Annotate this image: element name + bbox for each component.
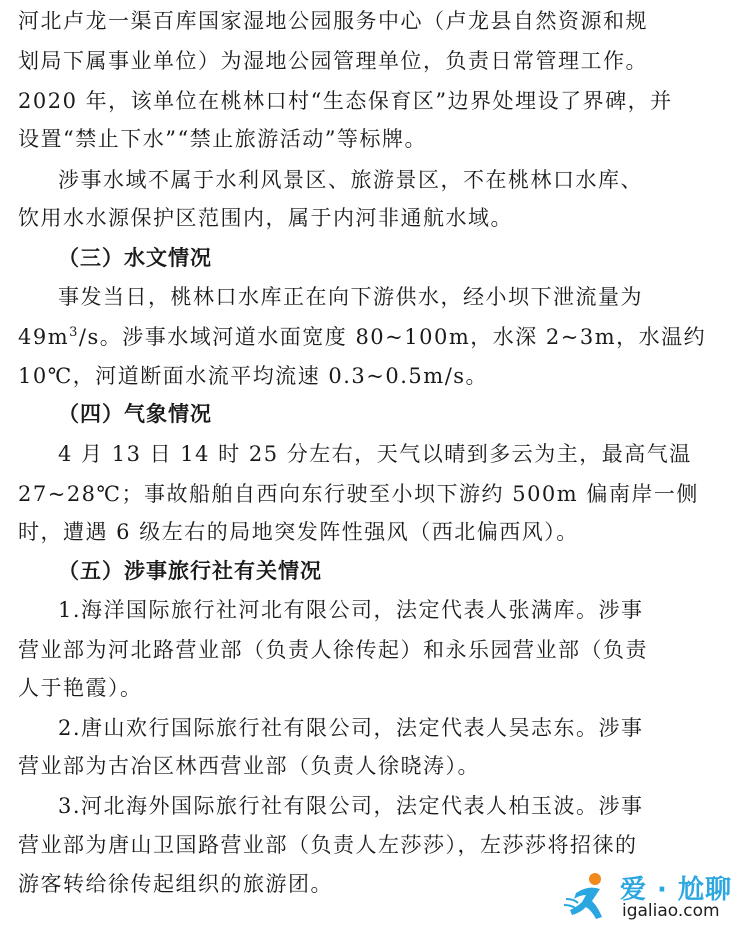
paragraph-1-line-3: 2020 年，该单位在桃林口村“生态保育区”边界处埋设了界碑，并	[18, 89, 673, 113]
paragraph-3-line-1: 事发当日，桃林口水库正在向下游供水，经小坝下泄流量为	[58, 285, 643, 309]
agency-3-line-1: 3.河北海外国际旅行社有限公司，法定代表人柏玉波。涉事	[58, 794, 644, 818]
paragraph-4-line-1: 4 月 13 日 14 时 25 分左右，天气以晴到多云为主，最高气温	[58, 442, 692, 466]
paragraph-1-line-2: 划局下属事业单位）为湿地公园管理单位，负责日常管理工作。	[18, 49, 648, 73]
watermark-title: 爱 · 尬聊	[620, 875, 732, 905]
agency-2-line-1: 2.唐山欢行国际旅行社有限公司，法定代表人吴志东。涉事	[58, 716, 644, 740]
paragraph-1-line-4: 设置“禁止下水”“禁止旅游活动”等标牌。	[18, 127, 427, 151]
section-heading-travel-agencies: （五）涉事旅行社有关情况	[58, 558, 322, 583]
paragraph-3-line-2	[0, 322, 750, 352]
agency-3-line-3: 游客转给徐传起组织的旅游团。	[18, 872, 333, 896]
paragraph-4-line-2: 27~28℃；事故船舶自西向东行驶至小坝下游约 500m 偏南岸一侧	[18, 482, 699, 506]
section-heading-weather: （四）气象情况	[58, 401, 212, 426]
watermark-url: igaliao.com	[622, 901, 720, 921]
agency-2-line-2: 营业部为古冶区林西营业部（负责人徐晓涛）。	[18, 754, 480, 778]
agency-1-line-3: 人于艳霞）。	[18, 676, 143, 700]
agency-3-line-2: 营业部为唐山卫国路营业部（负责人左莎莎），左莎莎将招徕的	[18, 833, 638, 857]
paragraph-4-line-3: 时，遭遇 6 级左右的局地突发阵性强风（西北偏西风）。	[18, 520, 579, 544]
running-figure-logo-icon	[562, 869, 618, 925]
agency-1-line-1: 1.海洋国际旅行社河北有限公司，法定代表人张满库。涉事	[58, 598, 644, 622]
paragraph-1-line-1: 河北卢龙一渠百库国家湿地公园服务中心（卢龙县自然资源和规	[18, 9, 648, 33]
site-watermark	[562, 865, 742, 927]
paragraph-2-line-1: 涉事水域不属于水利风景区、旅游景区，不在桃林口水库、	[58, 168, 643, 192]
flow-rate-value: 49m	[18, 325, 70, 349]
agency-1-line-2: 营业部为河北路营业部（负责人徐传起）和永乐园营业部（负责	[18, 638, 648, 662]
flow-rate-superscript: 3	[69, 325, 79, 340]
paragraph-2-line-2: 饮用水水源保护区范围内，属于内河非通航水域。	[18, 206, 513, 230]
paragraph-3-line-2-text: /s。涉事水域河道水面宽度 80~100m，水深 2~3m，水温约	[78, 325, 707, 349]
section-heading-hydrology: （三）水文情况	[58, 245, 212, 270]
paragraph-3-line-3: 10℃，河道断面水流平均流速 0.3~0.5m/s。	[18, 364, 489, 388]
